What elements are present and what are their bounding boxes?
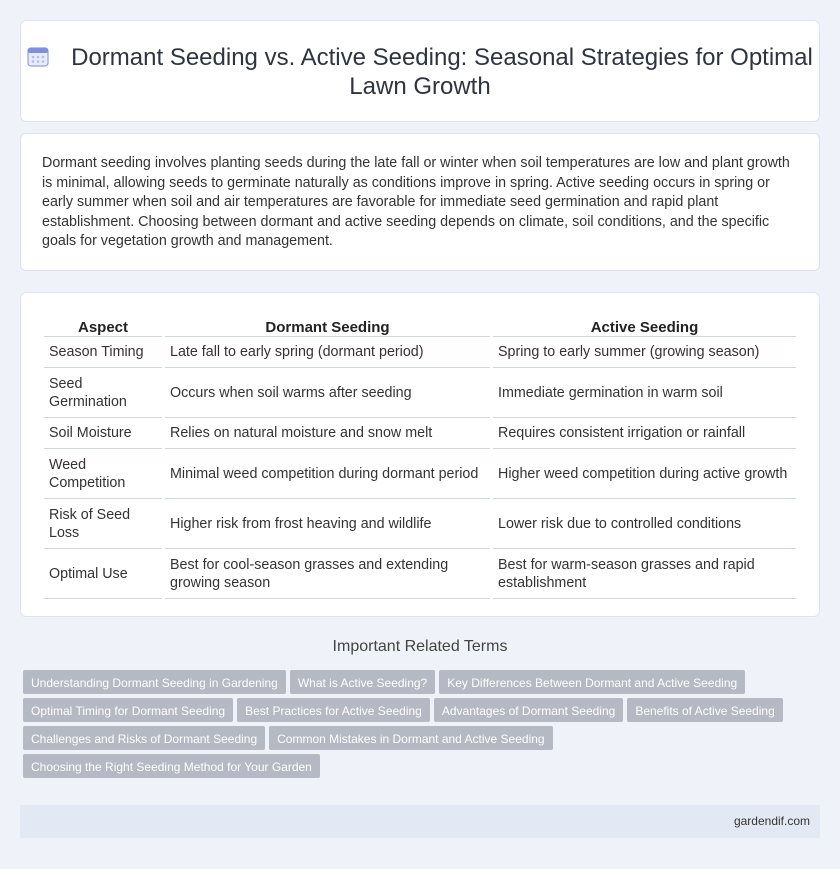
page-title: Dormant Seeding vs. Active Seeding: Seasonal Strategies for Optimal Lawn Growth [71, 44, 813, 100]
table-row [44, 337, 796, 368]
cell-aspect: Seed Germination [44, 368, 162, 418]
footer-site-link[interactable]: gardendif.com [733, 814, 810, 828]
comparison-card [20, 292, 820, 617]
related-terms-list [23, 670, 803, 782]
cell-aspect: Soil Moisture [44, 418, 162, 449]
cell-active: Immediate germination in warm soil [493, 368, 796, 418]
cell-dormant: Occurs when soil warms after seeding [165, 368, 490, 418]
cell-dormant: Minimal weed competition during dormant period [165, 449, 490, 499]
cell-aspect: Optimal Use [44, 549, 162, 599]
related-term-link[interactable]: Understanding Dormant Seeding in Gardening [23, 670, 286, 694]
cell-active: Higher weed competition during active growth [493, 449, 796, 499]
related-term-link[interactable]: Challenges and Risks of Dormant Seeding [23, 726, 265, 750]
cell-dormant: Relies on natural moisture and snow melt [165, 418, 490, 449]
table-row [44, 449, 796, 499]
cell-active: Spring to early summer (growing season) [493, 337, 796, 368]
related-term-link[interactable]: Key Differences Between Dormant and Active Seeding [439, 670, 745, 694]
cell-active: Best for warm-season grasses and rapid establishment [493, 549, 796, 599]
cell-active: Requires consistent irrigation or rainfall [493, 418, 796, 449]
table-header-row [44, 315, 796, 337]
related-terms-heading: Important Related Terms [332, 638, 508, 655]
related-term-link[interactable]: Best Practices for Active Seeding [237, 698, 430, 722]
cell-dormant: Higher risk from frost heaving and wildlife [165, 499, 490, 549]
cell-active: Lower risk due to controlled conditions [493, 499, 796, 549]
related-term-link[interactable]: Benefits of Active Seeding [627, 698, 782, 722]
table-row [44, 368, 796, 418]
header-aspect: Aspect [44, 315, 162, 337]
cell-aspect: Season Timing [44, 337, 162, 368]
related-term-link[interactable]: Common Mistakes in Dormant and Active Seeding [269, 726, 552, 750]
table-row [44, 549, 796, 599]
comparison-table [41, 315, 799, 599]
header-active: Active Seeding [493, 315, 796, 337]
cell-dormant: Best for cool-season grasses and extending growing season [165, 549, 490, 599]
header-dormant: Dormant Seeding [165, 315, 490, 337]
cell-dormant: Late fall to early spring (dormant period) [165, 337, 490, 368]
cell-aspect: Weed Competition [44, 449, 162, 499]
page-title-wrap [21, 43, 819, 101]
intro-card [20, 133, 820, 271]
related-term-link[interactable]: Choosing the Right Seeding Method for Your Garden [23, 754, 320, 778]
related-term-link[interactable]: What is Active Seeding? [290, 670, 435, 694]
cell-aspect: Risk of Seed Loss [44, 499, 162, 549]
table-row [44, 418, 796, 449]
intro-paragraph: Dormant seeding involves planting seeds during the late fall or winter when soil temperatures are low and plant growth is minimal, allowing seeds to germinate naturally as conditions improve in spring. Active seeding occurs in spring or early summer when soil and air temperatures are favorable for immediate seed germination and rapid plant establishment. Choosing between dormant and active seeding depends on climate, soil conditions, and the specific goals for vegetation growth and management. [42, 155, 790, 249]
table-row [44, 499, 796, 549]
related-term-link[interactable]: Advantages of Dormant Seeding [434, 698, 623, 722]
calendar-icon [27, 45, 49, 67]
footer [20, 805, 820, 838]
header-card [20, 20, 820, 122]
related-term-link[interactable]: Optimal Timing for Dormant Seeding [23, 698, 233, 722]
